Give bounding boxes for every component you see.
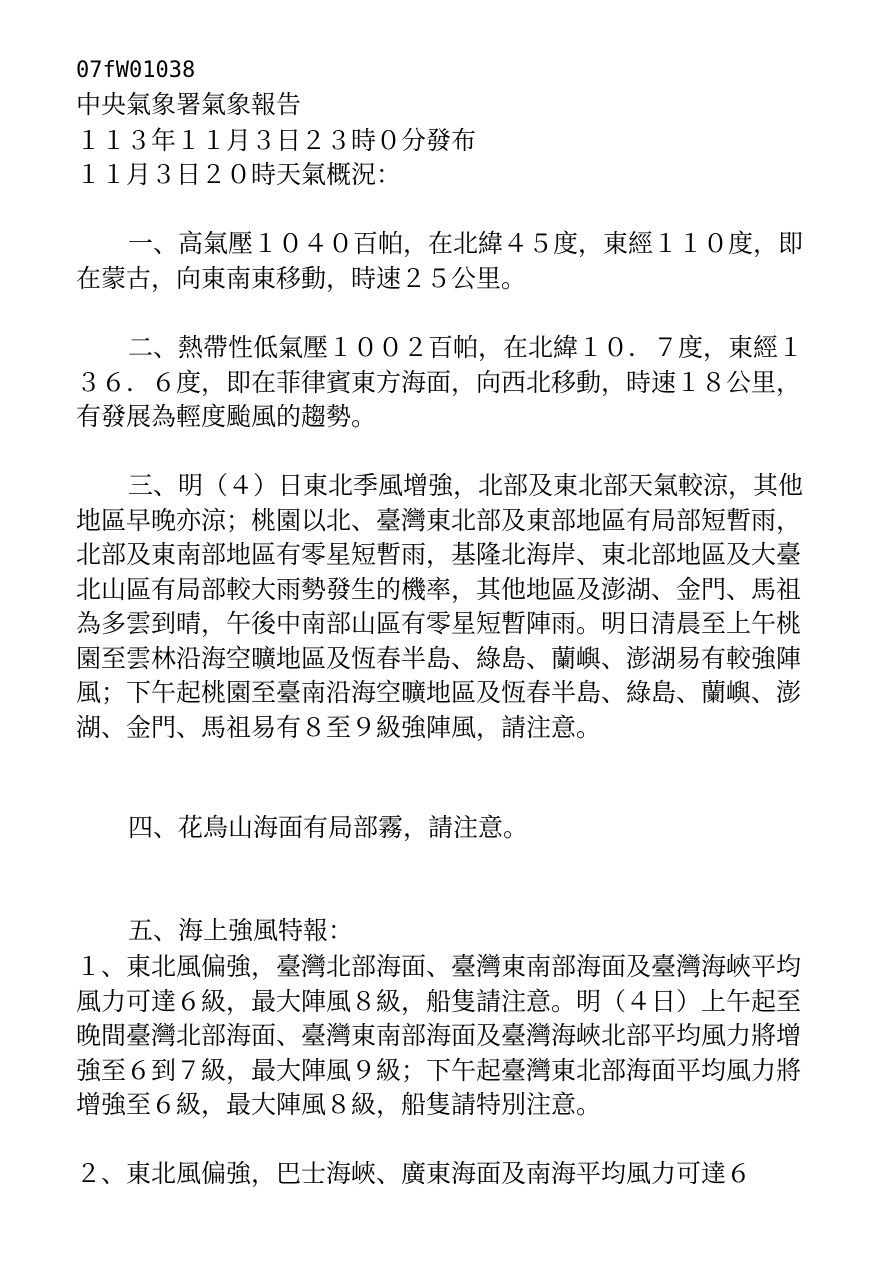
section-5-heading: 五、海上強風特報： [128, 916, 354, 945]
issue-time: １１３年１１月３日２３時０分發布 [76, 126, 477, 155]
marine-warning-item-1: １、東北風偏強，臺灣北部海面、臺灣東南部海面及臺灣海峽平均風力可達６級，最大陣風８級，船隻請注意。明（４日）上午起至晚間臺灣北部海面、臺灣東南部海面及臺灣海峽北部平均風力將增強至６到７級，最大陣風９級；下午起臺灣東北部海面平均風力將增強至６級，最大陣風８級，船隻請特別注意。 [76, 952, 802, 1119]
section-3-forecast: 三、明（４）日東北季風增強，北部及東北部天氣較涼，其他地區早晚亦涼；桃園以北、臺灣東北部及東部地區有局部短暫雨，北部及東南部地區有零星短暫雨，基隆北海岸、東北部地區及大臺北山區有局部較大雨勢發生的機率，其他地區及澎湖、金門、馬祖為多雲到晴，午後中南部山區有零星短暫陣雨。明日清晨至上午桃園至雲林沿海空曠地區及恆春半島、綠島、蘭嶼、澎湖易有較強陣風；下午起桃園至臺南沿海空曠地區及恆春半島、綠島、蘭嶼、澎湖、金門、馬祖易有８至９級強陣風，請注意。 [76, 471, 804, 742]
marine-warning-item-2: ２、東北風偏強，巴士海峽、廣東海面及南海平均風力可達６ [76, 1159, 752, 1188]
section-1-high-pressure: 一、高氣壓１０４０百帕，在北緯４５度，東經１１０度，即在蒙古，向東南東移動，時速２５公里。 [76, 229, 804, 293]
overview-heading: １１月３日２０時天氣概況： [76, 160, 402, 189]
section-4-fog: 四、花鳥山海面有局部霧，請注意。 [128, 813, 529, 842]
document-code: 07fW01038 [76, 58, 196, 83]
section-2-tropical-depression: 二、熱帶性低氣壓１００２百帕，在北緯１０．７度，東經１３６．６度，即在菲律賓東方海面，向西北移動，時速１８公里，有發展為輕度颱風的趨勢。 [76, 333, 804, 431]
agency-title: 中央氣象署氣象報告 [76, 90, 302, 119]
